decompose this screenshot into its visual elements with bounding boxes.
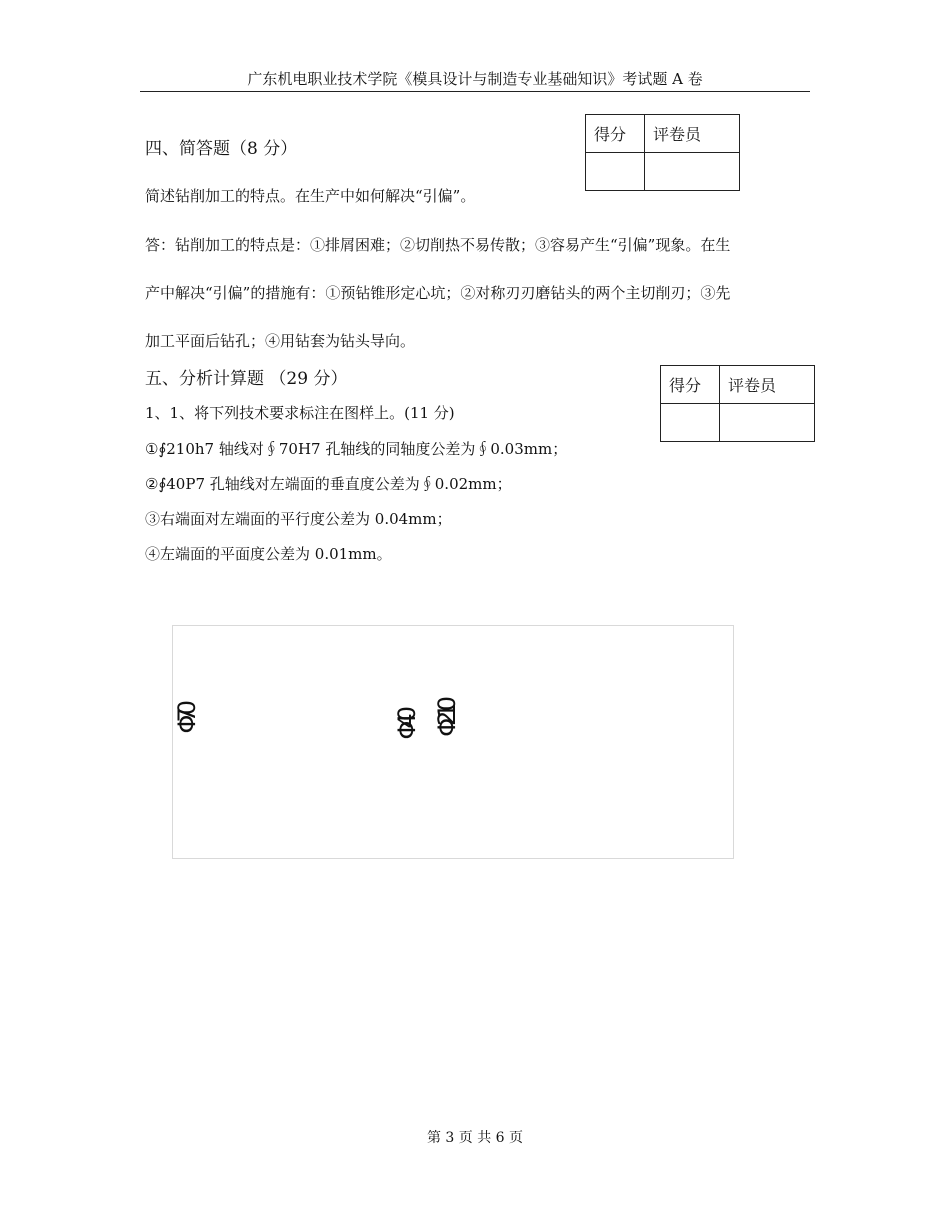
grader-cell[interactable]: [720, 404, 815, 442]
page-number-footer: 第 3 页 共 6 页: [426, 1130, 524, 1146]
section-4-answer-line-3: 加工平面后钻孔；④用钻套为钻头导向。: [145, 332, 416, 350]
requirement-item: ①∮210h7 轴线对∮70H7 孔轴线的同轴度公差为∮0.03mm；: [145, 440, 568, 458]
requirement-item: ②∮40P7 孔轴线对左端面的垂直度公差为∮0.02mm；: [145, 475, 512, 493]
page-header-title: 广东机电职业技术学院《模具设计与制造专业基础知识》考试题 A 卷: [247, 70, 703, 88]
requirement-item: ③右端面对左端面的平行度公差为 0.04mm；: [145, 510, 452, 528]
header-divider: [140, 91, 810, 92]
dimension-label-phi70: Φ70: [173, 708, 201, 734]
grader-header: 评卷员: [645, 115, 740, 153]
score-header: 得分: [661, 366, 720, 404]
score-cell[interactable]: [586, 153, 645, 191]
section-4-answer-line-1: 答：钻削加工的特点是：①排屑困难；②切削热不易传散；③容易产生“引偏”现象。在生: [145, 236, 731, 254]
section-5-title: 五、分析计算题 （29 分）: [145, 369, 348, 389]
requirement-item: ④左端面的平面度公差为 0.01mm。: [145, 545, 392, 563]
section-5-question-1: 1、1、将下列技术要求标注在图样上。(11 分): [145, 404, 455, 422]
score-table-section-5: [660, 365, 815, 442]
dimension-label-phi40: Φ40: [393, 714, 421, 740]
score-table-section-4: [585, 114, 740, 191]
grader-header: 评卷员: [720, 366, 815, 404]
drawing-figure-area: [172, 625, 734, 859]
section-4-answer-line-2: 产中解决“引偏”的措施有：①预钻锥形定心坑；②对称刃刃磨钻头的两个主切削刃；③先: [145, 284, 731, 302]
dimension-label-phi210: Φ210: [433, 704, 461, 737]
score-header: 得分: [586, 115, 645, 153]
section-4-question: 简述钻削加工的特点。在生产中如何解决“引偏”。: [145, 187, 476, 205]
section-4-title: 四、简答题（8 分）: [145, 139, 298, 159]
grader-cell[interactable]: [645, 153, 740, 191]
score-cell[interactable]: [661, 404, 720, 442]
